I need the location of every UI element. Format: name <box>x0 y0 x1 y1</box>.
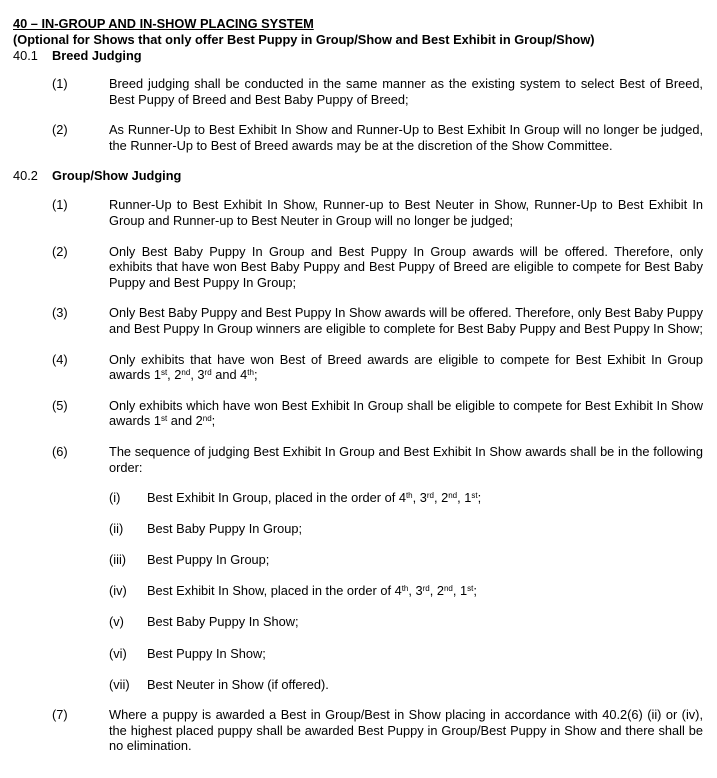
list-item <box>13 197 703 228</box>
sublist-item <box>13 646 703 662</box>
subitem-text: Best Exhibit In Group, placed in the order of 4th, 3rd, 2nd, 1st; <box>147 490 482 506</box>
item-number: (4) <box>52 351 68 367</box>
subitem-text: Best Baby Puppy In Show; <box>147 614 299 630</box>
list-item <box>13 244 703 291</box>
item-text: Only Best Baby Puppy and Best Puppy In Show awards will be offered. Therefore, only Best Baby Puppy and Best Puppy In Group winners are eligible to complete for Best Baby Puppy and Best Puppy In Show; <box>109 305 703 336</box>
subsection-title: Group/Show Judging <box>52 168 182 184</box>
subitem-number: (iv) <box>109 583 127 599</box>
item-number: (2) <box>52 243 68 259</box>
list-item <box>13 398 703 429</box>
sublist-item <box>13 583 703 599</box>
subitem-number: (vi) <box>109 645 127 661</box>
subitem-number: (i) <box>109 490 121 506</box>
subsection-number: 40.2 <box>13 168 38 184</box>
list-item <box>13 76 703 107</box>
sublist-item <box>13 521 703 537</box>
document-page <box>13 16 703 754</box>
sublist-item <box>13 614 703 630</box>
subitem-text: Best Puppy In Group; <box>147 552 270 568</box>
subitem-number: (ii) <box>109 521 124 537</box>
item-number: (1) <box>52 76 68 91</box>
subitem-number: (iii) <box>109 552 127 568</box>
item-text: Where a puppy is awarded a Best in Group/Best in Show placing in accordance with 40.2(6) (ii) or (iv), the highest placed puppy shall be awarded Best Puppy in Group/Best Puppy in Show and there shall be no elimination. <box>109 707 703 754</box>
section-subtitle: (Optional for Shows that only offer Best Puppy in Group/Show and Best Exhibit in Group/Show) <box>13 32 595 47</box>
subitem-text: Best Exhibit In Show, placed in the order of 4th, 3rd, 2nd, 1st; <box>147 583 477 599</box>
section-title: 40 – IN-GROUP AND IN-SHOW PLACING SYSTEM <box>13 16 314 31</box>
item-text: The sequence of judging Best Exhibit In Group and Best Exhibit In Show awards shall be in the following order: <box>109 443 703 475</box>
subitem-number: (vii) <box>109 676 130 692</box>
subsection-heading-40-2 <box>13 168 703 184</box>
sublist-item <box>13 677 703 693</box>
subitem-text: Best Neuter in Show (if offered). <box>147 676 329 692</box>
item-text: Runner-Up to Best Exhibit In Show, Runner-up to Best Neuter in Show, Runner-Up to Best Exhibit In Group and Runner-up to Best Neuter in Group will no longer be judged; <box>109 197 703 228</box>
subitem-text: Best Baby Puppy In Group; <box>147 521 303 537</box>
item-number: (2) <box>52 122 68 138</box>
item-number: (3) <box>52 305 68 321</box>
item-text: Breed judging shall be conducted in the same manner as the existing system to select Best of Breed, Best Puppy of Breed and Best Baby Puppy of Breed; <box>109 76 703 107</box>
subsection-heading-40-1 <box>13 48 703 64</box>
item-number: (7) <box>52 707 68 723</box>
item-number: (6) <box>52 443 68 459</box>
list-item <box>13 305 703 336</box>
item-number: (1) <box>52 197 68 213</box>
item-text: As Runner-Up to Best Exhibit In Show and Runner-Up to Best Exhibit In Group will no longer be judged, the Runner-Up to Best of Breed awards may be at the discretion of the Show Committee. <box>109 122 703 153</box>
list-item <box>13 122 703 153</box>
sublist-item <box>13 490 703 506</box>
subitem-text: Best Puppy In Show; <box>147 645 266 661</box>
list-item <box>13 707 703 754</box>
list-item <box>13 444 703 475</box>
item-number: (5) <box>52 397 68 413</box>
subitem-number: (v) <box>109 614 124 630</box>
item-text: Only Best Baby Puppy In Group and Best Puppy In Group awards will be offered. Therefore, only exhibits that have won Best Baby Puppy and Best Puppy of Breed are eligible to compete for Best Baby Puppy and Best Puppy In Group; <box>109 243 703 290</box>
list-item <box>13 352 703 383</box>
item-text: Only exhibits which have won Best Exhibit In Group shall be eligible to compete for Best Exhibit In Show awards 1st and 2nd; <box>109 397 703 429</box>
sublist-item <box>13 552 703 568</box>
item-text: Only exhibits that have won Best of Breed awards are eligible to compete for Best Exhibit In Group awards 1st, 2nd, 3rd and 4th; <box>109 351 703 383</box>
subsection-number: 40.1 <box>13 48 38 63</box>
subsection-title: Breed Judging <box>52 48 142 63</box>
